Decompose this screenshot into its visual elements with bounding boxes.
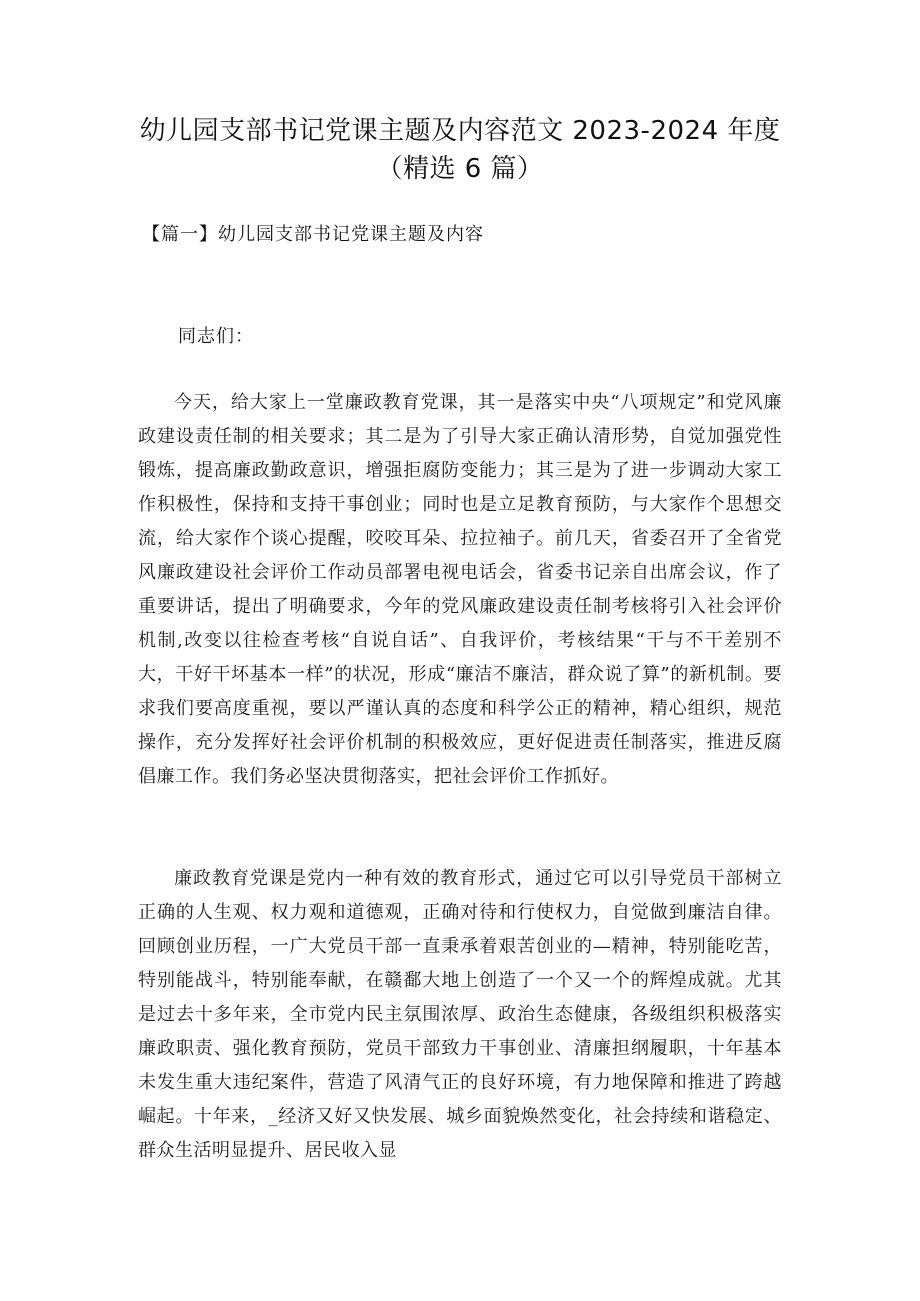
title-line-2: （精选 6 篇） (376, 154, 544, 184)
section-heading: 【篇一】幼儿园支部书记党课主题及内容 (142, 224, 484, 245)
salutation: 同志们： (178, 326, 254, 347)
body-paragraph-1: 今天，给大家上一堂廉政教育党课，其一是落实中央“八项规定”和党风廉政建设责任制的相关要求；其二是为了引导大家正确认清形势，自觉加强党性锻炼，提高廉政勤政意识，增强拒腐防变能力；其三是为了进一步调动大家工作积极性，保持和支持干事创业；同时也是立足教育预防，与大家作个思想交流，给大家作个谈心提醒，咬咬耳朵、拉拉袖子。前几天，省委召开了全省党风廉政建设社会评价工作动员部署电视电话会，省委书记亲自出席会议，作了重要讲话，提出了明确要求，今年的党风廉政建设责任制考核将引入社会评价机制,改变以往检查考核“自说自话”、自我评价，考核结果“干与不干差别不大，干好干坏基本一样”的状况，形成“廉洁不廉洁，群众说了算”的新机制。要求我们要高度重视，要以严谨认真的态度和科学公正的精神，精心组织，规范操作，充分发挥好社会评价机制的积极效应，更好促进责任制落实，推进反腐倡廉工作。我们务必坚决贯彻落实，把社会评价工作抓好。 (138, 392, 782, 787)
body-paragraph-2: 廉政教育党课是党内一种有效的教育形式，通过它可以引导党员干部树立正确的人生观、权力观和道德观，正确对待和行使权力，自觉做到廉洁自律。回顾创业历程，一广大党员干部一直秉承着艰苦创业的—精神，特别能吃苦，特别能战斗，特别能奉献，在赣鄱大地上创造了一个又一个的辉煌成就。尤其是过去十多年来，全市党内民主氛围浓厚、政治生态健康，各级组织积极落实廉政职责、强化教育预防，党员干部致力干事创业、清廉担纲履职，十年基本未发生重大违纪案件，营造了风清气正的良好环境，有力地保障和推进了跨越崛起。十年来，_经济又好又快发展、城乡面貌焕然变化，社会持续和谐稳定、群众生活明显提升、居民收入显 (138, 868, 782, 1161)
document-title (120, 112, 800, 188)
title-line-1: 幼儿园支部书记党课主题及内容范文 2023-2024 年度 (139, 116, 781, 146)
